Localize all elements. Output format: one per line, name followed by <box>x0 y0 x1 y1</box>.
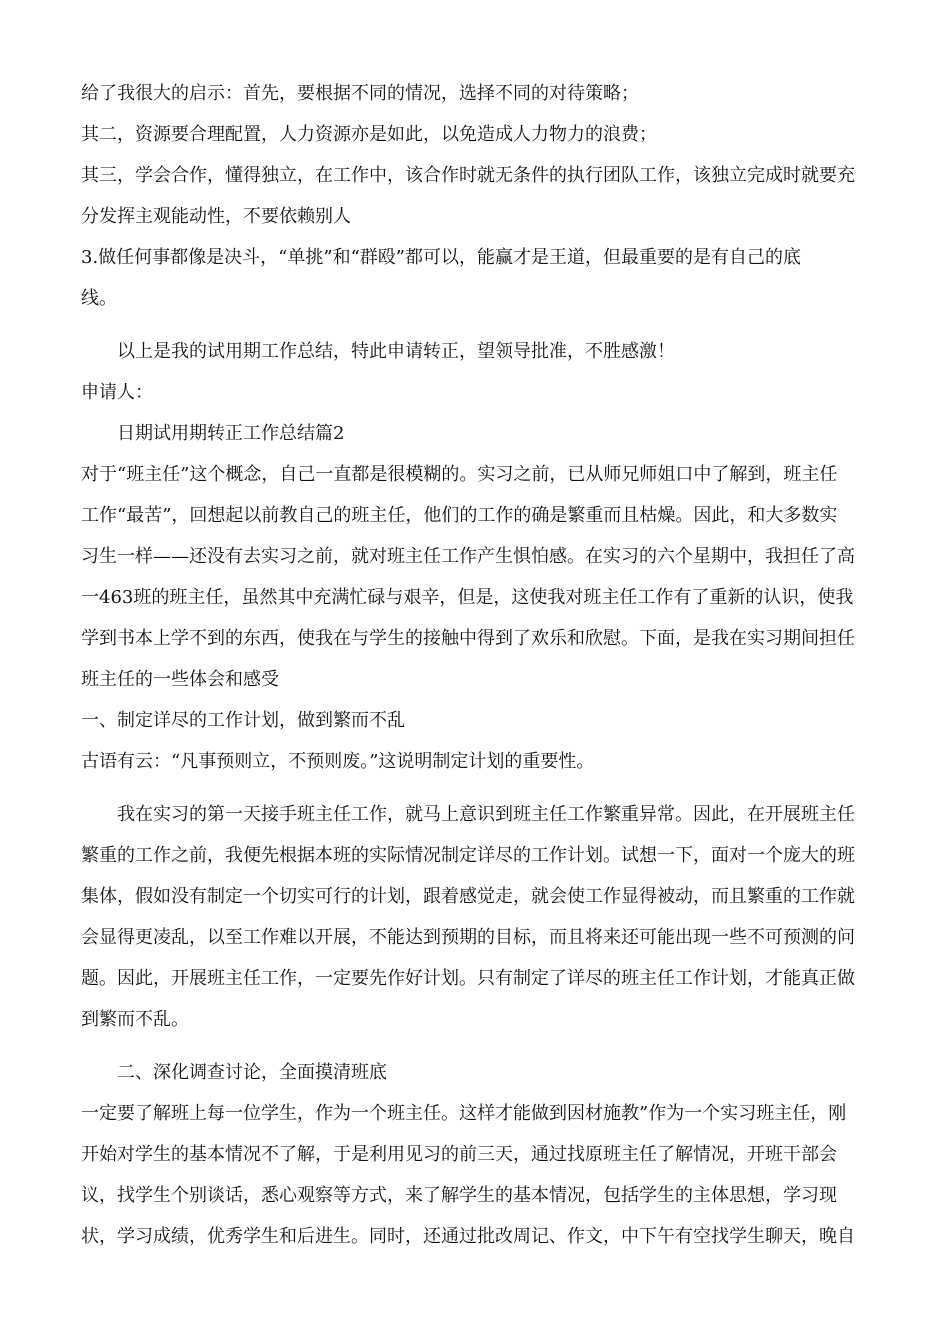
text-line: 一定要了解班上每一位学生，作为一个班主任。这样才能做到因材施教”作为一个实习班主任，刚 <box>81 1103 847 1124</box>
text-line: 其二，资源要合理配置，人力资源亦是如此，以免造成人力物力的浪费； <box>81 124 657 145</box>
closing-paragraph: 以上是我的试用期工作总结，特此申请转正，望领导批准，不胜感激！ <box>117 341 675 362</box>
text-line: 开始对学生的基本情况不了解，于是利用见习的前三天，通过找原班主任了解情况，开班干部会 <box>81 1144 837 1165</box>
heading-line: 一、制定详尽的工作计划，做到繁而不乱 <box>81 710 405 731</box>
section-title: 日期试用期转正工作总结篇2 <box>117 423 345 444</box>
text-line: 繁重的工作之前，我便先根据本班的实际情况制定详尽的工作计划。试想一下，面对一个庞大的班 <box>81 845 855 866</box>
text-line: 题。因此，开展班主任工作，一定要先作好计划。只有制定了详尽的班主任工作计划，才能真正做 <box>81 968 855 989</box>
text-line: 给了我很大的启示：首先，要根据不同的情况，选择不同的对待策略； <box>81 83 639 104</box>
text-line: 线。 <box>81 288 117 309</box>
applicant-label: 申请人： <box>81 382 153 403</box>
text-line: 班主任的一些体会和感受 <box>81 669 279 690</box>
text-line: 对于“班主任”这个概念，自己一直都是很模糊的。实习之前，已从师兄师姐口中了解到，班主任 <box>81 464 838 485</box>
text-line: 习生一样——还没有去实习之前，就对班主任工作产生惧怕感。在实习的六个星期中，我担任了高 <box>81 546 855 567</box>
text-line: 到繁而不乱。 <box>81 1009 189 1030</box>
text-line: 工作“最苦”，回想起以前教自己的班主任，他们的工作的确是繁重而且枯燥。因此，和大多数实 <box>81 505 838 526</box>
text-line: 古语有云：“凡事预则立，不预则废。”这说明制定计划的重要性。 <box>81 751 595 772</box>
text-line: 状，学习成绩，优秀学生和后进生。同时，还通过批改周记、作文，中下午有空找学生聊天，晚自 <box>81 1226 855 1247</box>
text-line: 一463班的班主任，虽然其中充满忙碌与艰辛，但是，这使我对班主任工作有了重新的认识，使我 <box>81 587 854 608</box>
paragraph-start: 我在实习的第一天接手班主任工作，就马上意识到班主任工作繁重异常。因此，在开展班主任 <box>117 804 855 825</box>
text-line: 学到书本上学不到的东西，使我在与学生的接触中得到了欢乐和欣慰。下面，是我在实习期间担任 <box>81 628 855 649</box>
text-line: 会显得更凌乱，以至工作难以开展，不能达到预期的目标，而且将来还可能出现一些不可预测的问 <box>81 927 855 948</box>
text-line: 分发挥主观能动性，不要依赖别人 <box>81 206 351 227</box>
text-line: 集体，假如没有制定一个切实可行的计划，跟着感觉走，就会使工作显得被动，而且繁重的工作就 <box>81 886 855 907</box>
text-line: 议，找学生个别谈话，悉心观察等方式，来了解学生的基本情况，包括学生的主体思想，学习现 <box>81 1185 837 1206</box>
text-line: 3.做任何事都像是决斗，“单挑”和“群殴”都可以，能赢才是王道，但最重要的是有自己的底 <box>81 247 801 268</box>
heading-line: 二、深化调查讨论，全面摸清班底 <box>117 1062 387 1083</box>
text-line: 其三，学会合作，懂得独立，在工作中，该合作时就无条件的执行团队工作，该独立完成时就要充 <box>81 165 855 186</box>
